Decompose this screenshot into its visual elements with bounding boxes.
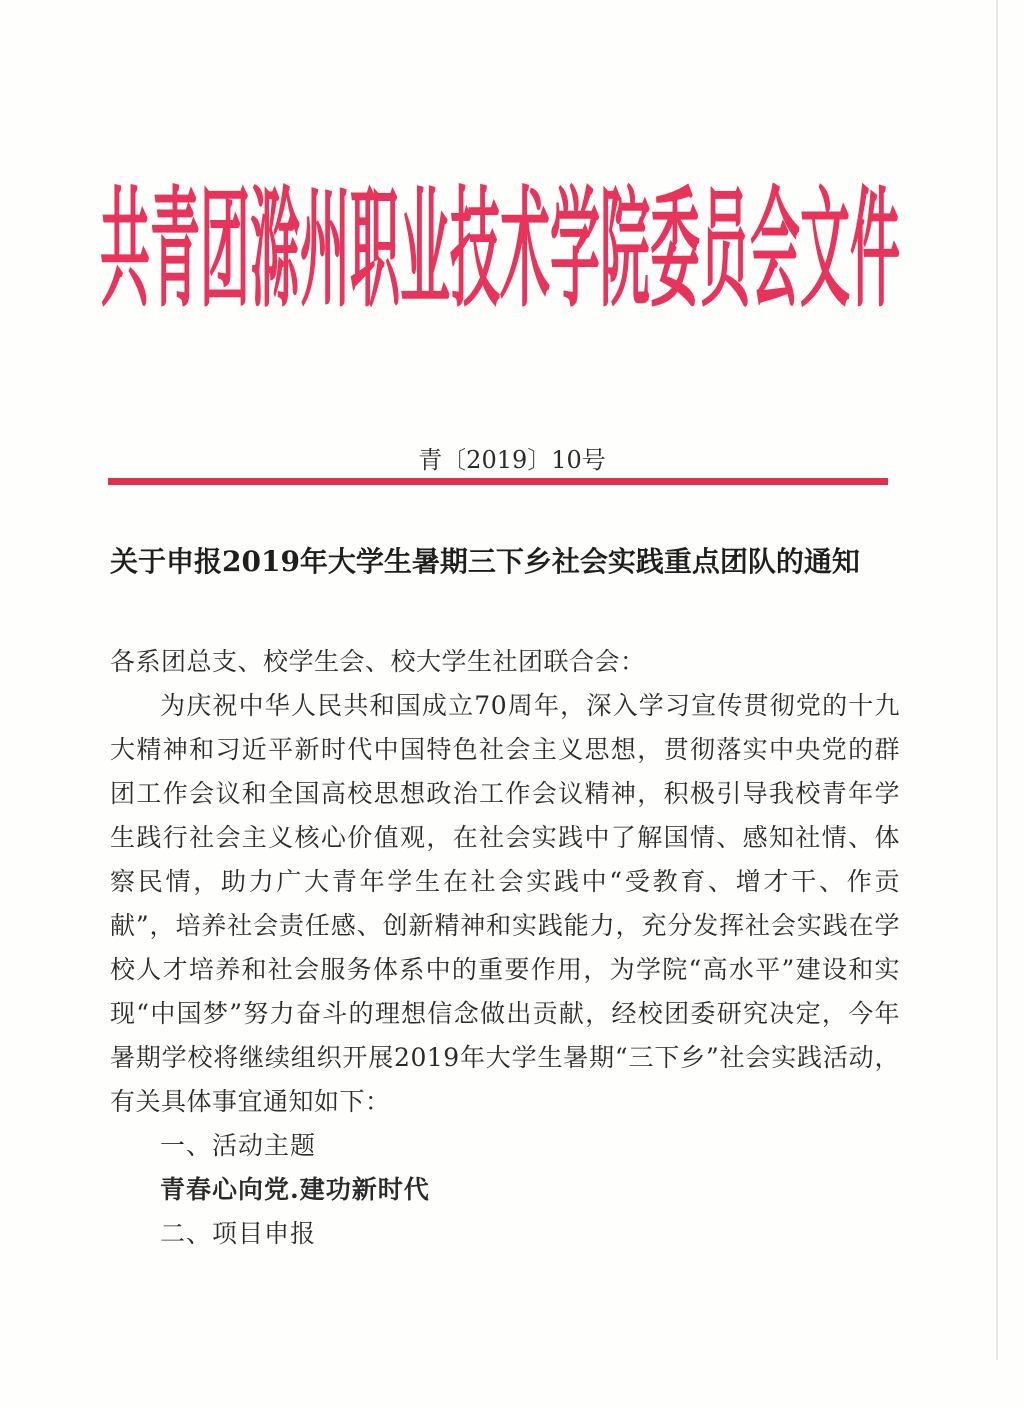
document-number: 青〔2019〕10号 [418,446,606,474]
body-paragraph: 为庆祝中华人民共和国成立70周年，深入学习宣传贯彻党的十九大精神和习近平新时代中国特色社会主义思想，贯彻落实中央党的群团工作会议和全国高校思想政治工作会议精神，积极引导我校青年学生践行社会主义核心价值观，在社会实践中了解国情、感知社情、体察民情，助力广大青年学生在社会实践中“受教育、增才干、作贡献”，培养社会责任感、创新精神和实践能力，充分发挥社会实践在学校人才培养和社会服务体系中的重要作用，为学院“高水平”建设和实现“中国梦”努力奋斗的理想信念做出贡献，经校团委研究决定，今年暑期学校将继续组织开展2019年大学生暑期“三下乡”社会实践活动，有关具体事宜通知如下： [110,691,900,1116]
masthead-text: 共青团滁州职业技术学院委员会文件 [100,174,900,326]
masthead-title [100,150,900,350]
section-heading-1: 一、活动主题 [160,1131,317,1160]
red-divider-rule [108,478,888,485]
notice-body [110,640,900,1256]
notice-title: 关于申报2019年大学生暑期三下乡社会实践重点团队的通知 [110,545,860,578]
salutation: 各系团总支、校学生会、校大学生社团联合会： [110,647,646,676]
activity-theme: 青春心向党.建功新时代 [160,1175,430,1204]
page-edge [996,0,998,1360]
section-heading-2: 二、项目申报 [160,1219,317,1248]
